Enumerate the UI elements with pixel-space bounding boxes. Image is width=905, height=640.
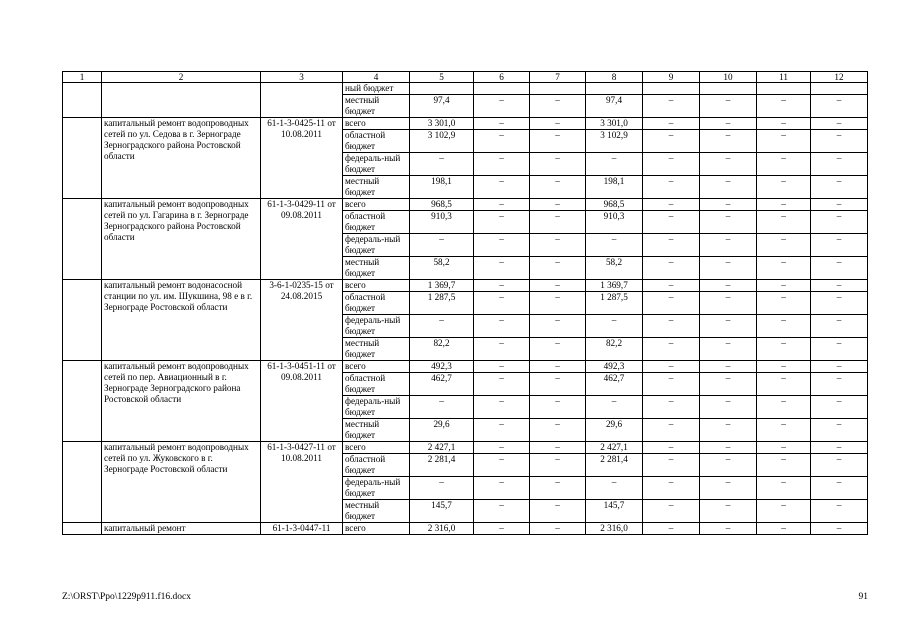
value-cell: – (474, 338, 530, 361)
value-cell: 2 427,1 (586, 442, 643, 454)
value-cell: – (586, 153, 643, 176)
column-number: 6 (474, 72, 530, 83)
value-cell: – (530, 361, 586, 373)
funding-source-cell: всего (343, 199, 410, 211)
value-cell: – (811, 500, 868, 523)
value-cell: 58,2 (410, 257, 474, 280)
value-cell: – (410, 315, 474, 338)
value-cell: – (700, 176, 757, 199)
row-number-cell (63, 83, 102, 118)
value-cell: – (474, 95, 530, 118)
value-cell: – (530, 419, 586, 442)
column-number: 5 (410, 72, 474, 83)
funding-source-cell: федераль-ный бюджет (343, 234, 410, 257)
funding-source-cell: областной бюджет (343, 454, 410, 477)
table-row (63, 523, 868, 535)
funding-source-cell: всего (343, 523, 410, 535)
value-cell: 3 102,9 (586, 130, 643, 153)
value-cell: – (811, 234, 868, 257)
value-cell: – (530, 280, 586, 292)
value-cell: 910,3 (410, 211, 474, 234)
value-cell: – (811, 396, 868, 419)
value-cell: 2 316,0 (586, 523, 643, 535)
funding-source-cell: местный бюджет (343, 419, 410, 442)
row-number-cell (63, 280, 102, 361)
row-number-cell (63, 442, 102, 523)
value-cell: – (700, 130, 757, 153)
code-cell (261, 83, 343, 118)
value-cell: 492,3 (410, 361, 474, 373)
funding-source-cell: областной бюджет (343, 211, 410, 234)
value-cell: – (530, 454, 586, 477)
value-cell: – (643, 361, 700, 373)
value-cell: – (811, 338, 868, 361)
funding-source-cell: ный бюджет (343, 83, 410, 95)
value-cell: – (530, 153, 586, 176)
funding-source-cell: областной бюджет (343, 292, 410, 315)
value-cell: – (757, 211, 811, 234)
value-cell: – (811, 361, 868, 373)
value-cell: – (757, 442, 811, 454)
value-cell: – (474, 199, 530, 211)
value-cell: – (474, 500, 530, 523)
value-cell: – (700, 338, 757, 361)
value-cell: – (811, 153, 868, 176)
value-cell: 97,4 (586, 95, 643, 118)
value-cell: – (700, 153, 757, 176)
project-description: капитальный ремонт водопроводных сетей по ул. Гагарина в г. Зернограде Зерноградского района Ростовской области (102, 199, 261, 280)
value-cell: – (586, 396, 643, 419)
funding-source-cell: областной бюджет (343, 130, 410, 153)
value-cell: – (474, 396, 530, 419)
project-description: капитальный ремонт (102, 523, 261, 535)
value-cell: – (643, 280, 700, 292)
column-number: 12 (811, 72, 868, 83)
value-cell: – (700, 234, 757, 257)
value-cell: – (474, 477, 530, 500)
project-code: 61-1-3-0451-11 от 09.08.2011 (261, 361, 343, 442)
value-cell: – (700, 477, 757, 500)
funding-source-cell: всего (343, 280, 410, 292)
row-number-cell (63, 118, 102, 199)
value-cell (474, 83, 530, 95)
value-cell: 1 369,7 (586, 280, 643, 292)
column-number: 8 (586, 72, 643, 83)
budget-table (62, 71, 868, 535)
column-number-row (63, 72, 868, 83)
file-path: Z:\ORST\Ppo\1229p911.f16.docx (62, 592, 191, 602)
value-cell: – (757, 234, 811, 257)
description-cell (102, 83, 261, 118)
column-number: 2 (102, 72, 261, 83)
value-cell: – (700, 419, 757, 442)
value-cell: 1 287,5 (410, 292, 474, 315)
column-number: 4 (343, 72, 410, 83)
value-cell: – (811, 199, 868, 211)
value-cell: – (811, 315, 868, 338)
value-cell: – (474, 280, 530, 292)
value-cell: 58,2 (586, 257, 643, 280)
value-cell: 97,4 (410, 95, 474, 118)
value-cell: – (811, 373, 868, 396)
value-cell: – (700, 280, 757, 292)
value-cell: – (757, 153, 811, 176)
value-cell: – (643, 477, 700, 500)
value-cell: – (474, 373, 530, 396)
value-cell: – (530, 442, 586, 454)
value-cell: 492,3 (586, 361, 643, 373)
funding-source-cell: всего (343, 361, 410, 373)
value-cell (811, 83, 868, 95)
value-cell: – (643, 292, 700, 315)
value-cell: – (757, 176, 811, 199)
value-cell (586, 83, 643, 95)
value-cell: – (474, 361, 530, 373)
row-number-cell (63, 523, 102, 535)
value-cell: – (474, 442, 530, 454)
value-cell: – (530, 176, 586, 199)
value-cell: 462,7 (410, 373, 474, 396)
value-cell: – (700, 454, 757, 477)
value-cell: – (811, 442, 868, 454)
value-cell: – (530, 315, 586, 338)
value-cell: – (530, 477, 586, 500)
value-cell: – (474, 176, 530, 199)
value-cell: – (700, 500, 757, 523)
table-row (63, 280, 868, 292)
value-cell: 910,3 (586, 211, 643, 234)
value-cell: – (700, 361, 757, 373)
value-cell: – (643, 442, 700, 454)
value-cell: – (643, 257, 700, 280)
value-cell: – (474, 118, 530, 130)
value-cell: – (757, 315, 811, 338)
table-row (63, 442, 868, 454)
value-cell: – (757, 523, 811, 535)
value-cell: – (530, 211, 586, 234)
funding-source-cell: местный бюджет (343, 500, 410, 523)
value-cell: – (811, 454, 868, 477)
column-number: 11 (757, 72, 811, 83)
value-cell: 2 281,4 (410, 454, 474, 477)
project-description: капитальный ремонт водонасосной станции по ул. им. Шукшина, 98 е в г. Зернограде Ростовской области (102, 280, 261, 361)
value-cell: – (530, 118, 586, 130)
value-cell: 198,1 (586, 176, 643, 199)
funding-source-cell: федераль-ный бюджет (343, 477, 410, 500)
value-cell: – (811, 176, 868, 199)
value-cell: – (811, 419, 868, 442)
value-cell: – (530, 292, 586, 315)
table-body (63, 72, 868, 535)
value-cell: – (757, 396, 811, 419)
column-number: 1 (63, 72, 102, 83)
value-cell: – (757, 500, 811, 523)
value-cell: – (811, 477, 868, 500)
value-cell: 29,6 (586, 419, 643, 442)
value-cell: – (586, 234, 643, 257)
value-cell: – (643, 454, 700, 477)
value-cell: – (643, 419, 700, 442)
value-cell: – (643, 373, 700, 396)
value-cell: – (643, 396, 700, 419)
value-cell: – (811, 523, 868, 535)
funding-source-cell: всего (343, 118, 410, 130)
value-cell: – (643, 118, 700, 130)
value-cell: 3 102,9 (410, 130, 474, 153)
value-cell: – (811, 257, 868, 280)
value-cell: – (410, 153, 474, 176)
value-cell: – (530, 130, 586, 153)
project-code: 61-1-3-0427-11 от 10.08.2011 (261, 442, 343, 523)
value-cell: 968,5 (586, 199, 643, 211)
value-cell: – (586, 477, 643, 500)
column-number: 9 (643, 72, 700, 83)
funding-source-cell: федераль-ный бюджет (343, 396, 410, 419)
value-cell: – (643, 176, 700, 199)
value-cell (530, 83, 586, 95)
value-cell: – (811, 95, 868, 118)
value-cell: – (474, 419, 530, 442)
value-cell: – (757, 419, 811, 442)
value-cell: – (474, 234, 530, 257)
value-cell: 2 281,4 (586, 454, 643, 477)
value-cell: – (474, 454, 530, 477)
value-cell: – (410, 396, 474, 419)
value-cell: – (757, 338, 811, 361)
row-number-cell (63, 361, 102, 442)
value-cell: – (643, 500, 700, 523)
value-cell: – (700, 118, 757, 130)
value-cell (757, 83, 811, 95)
value-cell: – (757, 361, 811, 373)
value-cell: – (530, 95, 586, 118)
value-cell: – (700, 523, 757, 535)
value-cell: – (643, 523, 700, 535)
project-code: 61-1-3-0425-11 от 10.08.2011 (261, 118, 343, 199)
value-cell: – (700, 396, 757, 419)
table-row (63, 118, 868, 130)
value-cell: 82,2 (586, 338, 643, 361)
value-cell: – (811, 292, 868, 315)
table-row (63, 361, 868, 373)
value-cell: – (586, 315, 643, 338)
project-description: капитальный ремонт водопроводных сетей по пер. Авиационный в г. Зернограде Зерноградского района Ростовской области (102, 361, 261, 442)
project-code: 61-1-3-0429-11 от 09.08.2011 (261, 199, 343, 280)
value-cell: – (643, 234, 700, 257)
funding-source-cell: местный бюджет (343, 338, 410, 361)
column-number: 10 (700, 72, 757, 83)
value-cell: – (530, 396, 586, 419)
value-cell: – (410, 477, 474, 500)
value-cell: 462,7 (586, 373, 643, 396)
value-cell: – (530, 257, 586, 280)
funding-source-cell: местный бюджет (343, 95, 410, 118)
project-code: 3-6-1-0235-15 от 24.08.2015 (261, 280, 343, 361)
value-cell: – (811, 280, 868, 292)
value-cell: – (643, 199, 700, 211)
table-row (63, 199, 868, 211)
value-cell: 3 301,0 (410, 118, 474, 130)
value-cell: – (757, 257, 811, 280)
value-cell: 145,7 (410, 500, 474, 523)
value-cell: – (757, 373, 811, 396)
table-row (63, 83, 868, 95)
value-cell: – (700, 315, 757, 338)
page-number: 91 (858, 592, 868, 602)
value-cell: – (757, 454, 811, 477)
value-cell: – (474, 523, 530, 535)
value-cell: – (757, 292, 811, 315)
value-cell (410, 83, 474, 95)
row-number-cell (63, 199, 102, 280)
funding-source-cell: местный бюджет (343, 176, 410, 199)
value-cell: – (700, 211, 757, 234)
value-cell: – (474, 315, 530, 338)
funding-source-cell: всего (343, 442, 410, 454)
value-cell: 3 301,0 (586, 118, 643, 130)
value-cell (643, 83, 700, 95)
value-cell: – (474, 292, 530, 315)
value-cell: – (700, 373, 757, 396)
value-cell: – (474, 211, 530, 234)
value-cell: – (474, 153, 530, 176)
value-cell: – (643, 211, 700, 234)
value-cell: – (530, 199, 586, 211)
value-cell: 29,6 (410, 419, 474, 442)
value-cell: 2 316,0 (410, 523, 474, 535)
value-cell: – (530, 234, 586, 257)
value-cell: – (700, 95, 757, 118)
value-cell: – (757, 118, 811, 130)
value-cell: – (643, 153, 700, 176)
value-cell: – (811, 118, 868, 130)
value-cell: – (700, 292, 757, 315)
funding-source-cell: местный бюджет (343, 257, 410, 280)
value-cell: 145,7 (586, 500, 643, 523)
project-description: капитальный ремонт водопроводных сетей по ул. Жуковского в г. Зернограде Ростовской области (102, 442, 261, 523)
column-number: 7 (530, 72, 586, 83)
funding-source-cell: федераль-ный бюджет (343, 153, 410, 176)
value-cell (700, 83, 757, 95)
value-cell: – (474, 257, 530, 280)
value-cell: – (643, 338, 700, 361)
value-cell: – (757, 280, 811, 292)
value-cell: – (757, 477, 811, 500)
funding-source-cell: областной бюджет (343, 373, 410, 396)
value-cell: – (474, 130, 530, 153)
value-cell: – (700, 257, 757, 280)
funding-source-cell: федераль-ный бюджет (343, 315, 410, 338)
column-number: 3 (261, 72, 343, 83)
value-cell: 198,1 (410, 176, 474, 199)
value-cell: – (757, 95, 811, 118)
value-cell: – (700, 442, 757, 454)
project-code: 61-1-3-0447-11 (261, 523, 343, 535)
value-cell: 1 369,7 (410, 280, 474, 292)
value-cell: – (700, 199, 757, 211)
value-cell: – (530, 373, 586, 396)
value-cell: – (757, 130, 811, 153)
project-description: капитальный ремонт водопроводных сетей по ул. Седова в г. Зернограде Зерноградского района Ростовской области (102, 118, 261, 199)
value-cell: – (410, 234, 474, 257)
value-cell: 2 427,1 (410, 442, 474, 454)
value-cell: – (530, 523, 586, 535)
value-cell: 82,2 (410, 338, 474, 361)
value-cell: – (643, 95, 700, 118)
value-cell: – (643, 130, 700, 153)
value-cell: 968,5 (410, 199, 474, 211)
value-cell: 1 287,5 (586, 292, 643, 315)
value-cell: – (530, 338, 586, 361)
value-cell: – (757, 199, 811, 211)
value-cell: – (530, 500, 586, 523)
value-cell: – (811, 130, 868, 153)
value-cell: – (811, 211, 868, 234)
value-cell: – (643, 315, 700, 338)
